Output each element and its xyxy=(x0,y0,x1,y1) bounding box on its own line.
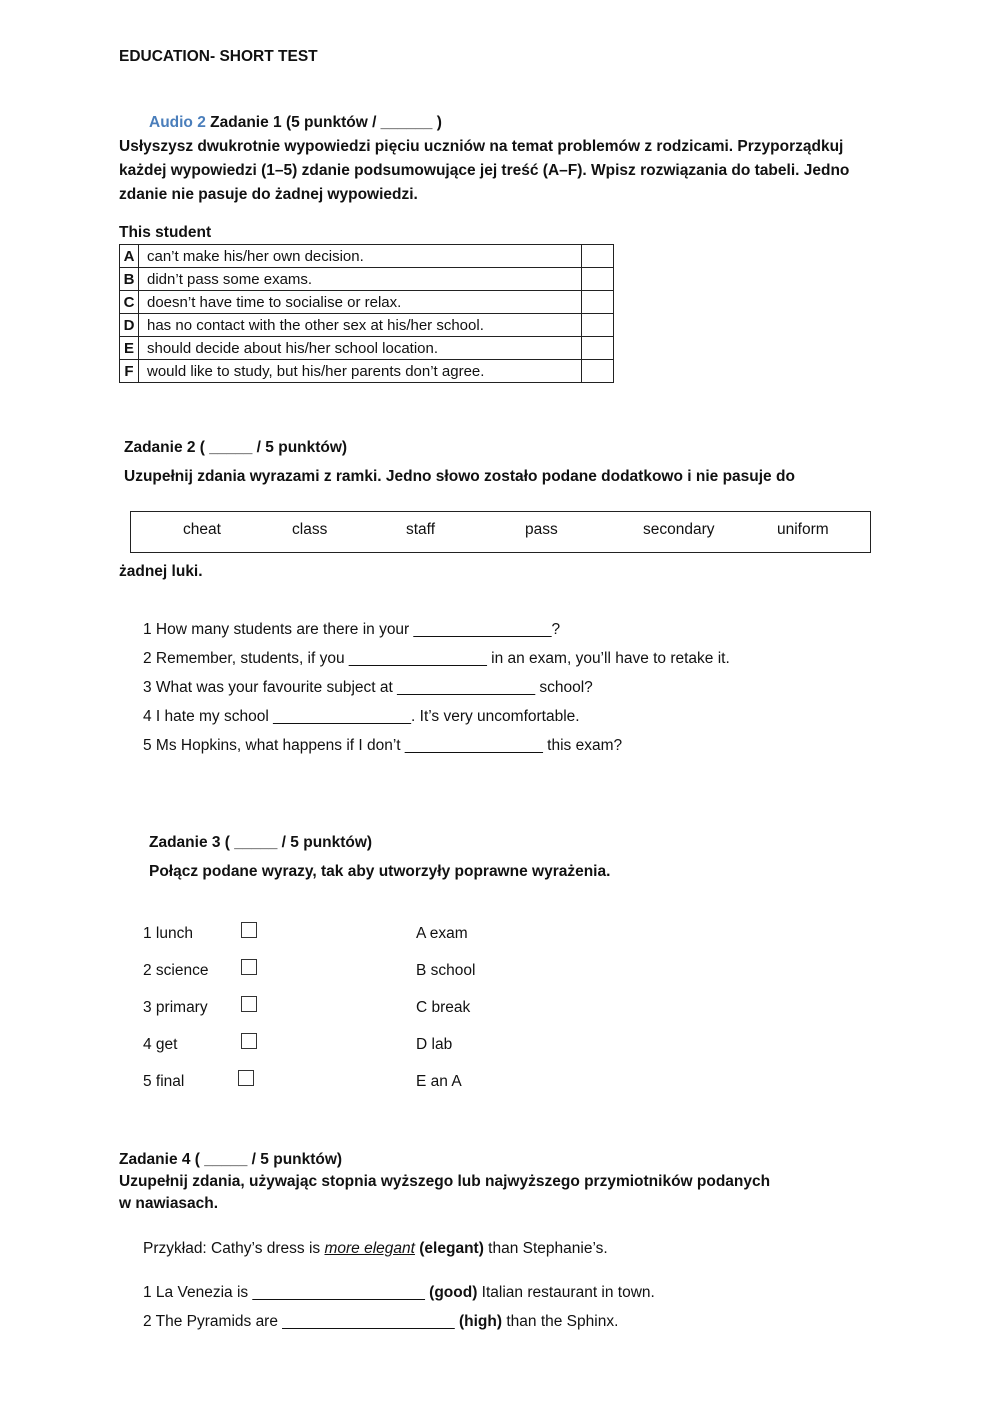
comparative-sentence xyxy=(143,1284,655,1302)
match-left-item: 2 science xyxy=(143,962,209,979)
table-row xyxy=(120,268,614,291)
row-letter: A xyxy=(120,245,139,268)
answer-cell[interactable] xyxy=(582,245,614,268)
word-box-item: class xyxy=(292,521,328,538)
gap-sentence: 3 What was your favourite subject at ________________ school? xyxy=(143,679,593,696)
page-title: EDUCATION- SHORT TEST xyxy=(119,48,318,65)
answer-checkbox[interactable] xyxy=(241,959,257,975)
row-letter: E xyxy=(120,337,139,360)
adjective-hint: (good) xyxy=(429,1284,478,1301)
answer-cell[interactable] xyxy=(582,291,614,314)
sentence-start: 1 La Venezia is ____________________ xyxy=(143,1284,430,1301)
table-row xyxy=(120,291,614,314)
task3-instruction: Połącz podane wyrazy, tak aby utworzyły poprawne wyrażenia. xyxy=(149,863,611,880)
row-statement: should decide about his/her school location. xyxy=(139,337,582,360)
match-left-item: 1 lunch xyxy=(143,925,193,942)
answer-checkbox[interactable] xyxy=(241,996,257,1012)
task1-instruction-line-2: każdej wypowiedzi (1–5) zdanie podsumowujące jej treść (A–F). Wpisz rozwiązania do tabeli. Jedno xyxy=(119,162,850,179)
table-row xyxy=(120,360,614,383)
row-statement: didn’t pass some exams. xyxy=(139,268,582,291)
answer-checkbox[interactable] xyxy=(241,1033,257,1049)
match-right-item: B school xyxy=(416,962,476,979)
match-right-item: D lab xyxy=(416,1036,453,1053)
task3-heading: Zadanie 3 ( _____ / 5 punktów) xyxy=(149,834,373,851)
match-right-item: E an A xyxy=(416,1073,462,1090)
task1-instruction-line-1: Usłyszysz dwukrotnie wypowiedzi pięciu uczniów na temat problemów z rodzicami. Przyporządkuj xyxy=(119,138,844,155)
word-box-item: staff xyxy=(406,521,436,538)
example-sentence xyxy=(143,1240,608,1258)
task4-heading: Zadanie 4 ( _____ / 5 punktów) xyxy=(119,1151,343,1168)
word-box-item: cheat xyxy=(183,521,221,538)
task1-instruction-line-3: zdanie nie pasuje do żadnej wypowiedzi. xyxy=(119,186,418,203)
example-suffix: than Stephanie’s. xyxy=(483,1240,608,1257)
gap-sentence: 2 Remember, students, if you ________________ in an exam, you’ll have to retake it. xyxy=(143,650,730,667)
match-right-item: C break xyxy=(416,999,471,1016)
answer-cell[interactable] xyxy=(582,268,614,291)
answer-cell[interactable] xyxy=(582,337,614,360)
word-box-item: pass xyxy=(525,521,558,538)
match-left-item: 3 primary xyxy=(143,999,208,1016)
table-row xyxy=(120,314,614,337)
row-letter: D xyxy=(120,314,139,337)
word-box xyxy=(130,511,871,553)
row-letter: B xyxy=(120,268,139,291)
adjective-hint: (high) xyxy=(459,1313,503,1330)
table-title: This student xyxy=(119,224,212,241)
task1-heading xyxy=(149,114,442,132)
match-right-item: A exam xyxy=(416,925,468,942)
word-box-item: uniform xyxy=(777,521,829,538)
example-answer: more elegant xyxy=(324,1240,415,1257)
sentence-end: Italian restaurant in town. xyxy=(477,1284,655,1301)
match-left-item: 4 get xyxy=(143,1036,178,1053)
task4-instruction: Uzupełnij zdania, używając stopnia wyższego lub najwyższego przymiotników podanych xyxy=(119,1173,771,1190)
sentence-end: than the Sphinx. xyxy=(502,1313,619,1330)
audio-label: Audio 2 xyxy=(149,114,206,131)
row-statement: can’t make his/her own decision. xyxy=(139,245,582,268)
matching-table xyxy=(119,244,614,383)
task4-instruction-end: w nawiasach. xyxy=(119,1195,219,1212)
task1-title: Zadanie 1 (5 punktów / ______ ) xyxy=(210,114,442,131)
table-row xyxy=(120,245,614,268)
task2-instruction: Uzupełnij zdania wyrazami z ramki. Jedno słowo zostało podane dodatkowo i nie pasuje do xyxy=(124,468,795,485)
task2-instruction-end: żadnej luki. xyxy=(119,563,203,580)
match-left-item: 5 final xyxy=(143,1073,185,1090)
gap-sentence: 5 Ms Hopkins, what happens if I don’t ________________ this exam? xyxy=(143,737,623,754)
answer-cell[interactable] xyxy=(582,360,614,383)
comparative-sentence xyxy=(143,1313,618,1331)
answer-checkbox[interactable] xyxy=(241,922,257,938)
row-letter: C xyxy=(120,291,139,314)
example-prefix: Przykład: Cathy’s dress is xyxy=(143,1240,325,1257)
answer-checkbox[interactable] xyxy=(238,1070,254,1086)
word-box-item: secondary xyxy=(643,521,715,538)
answer-cell[interactable] xyxy=(582,314,614,337)
sentence-start: 2 The Pyramids are ____________________ xyxy=(143,1313,459,1330)
row-statement: doesn’t have time to socialise or relax. xyxy=(139,291,582,314)
example-hint: (elegant) xyxy=(419,1240,484,1257)
table-row xyxy=(120,337,614,360)
gap-sentence: 1 How many students are there in your ________________? xyxy=(143,621,561,638)
task2-heading: Zadanie 2 ( _____ / 5 punktów) xyxy=(124,439,348,456)
gap-sentence: 4 I hate my school ________________. It’s very uncomfortable. xyxy=(143,708,580,725)
row-statement: would like to study, but his/her parents don’t agree. xyxy=(139,360,582,383)
row-statement: has no contact with the other sex at his/her school. xyxy=(139,314,582,337)
row-letter: F xyxy=(120,360,139,383)
